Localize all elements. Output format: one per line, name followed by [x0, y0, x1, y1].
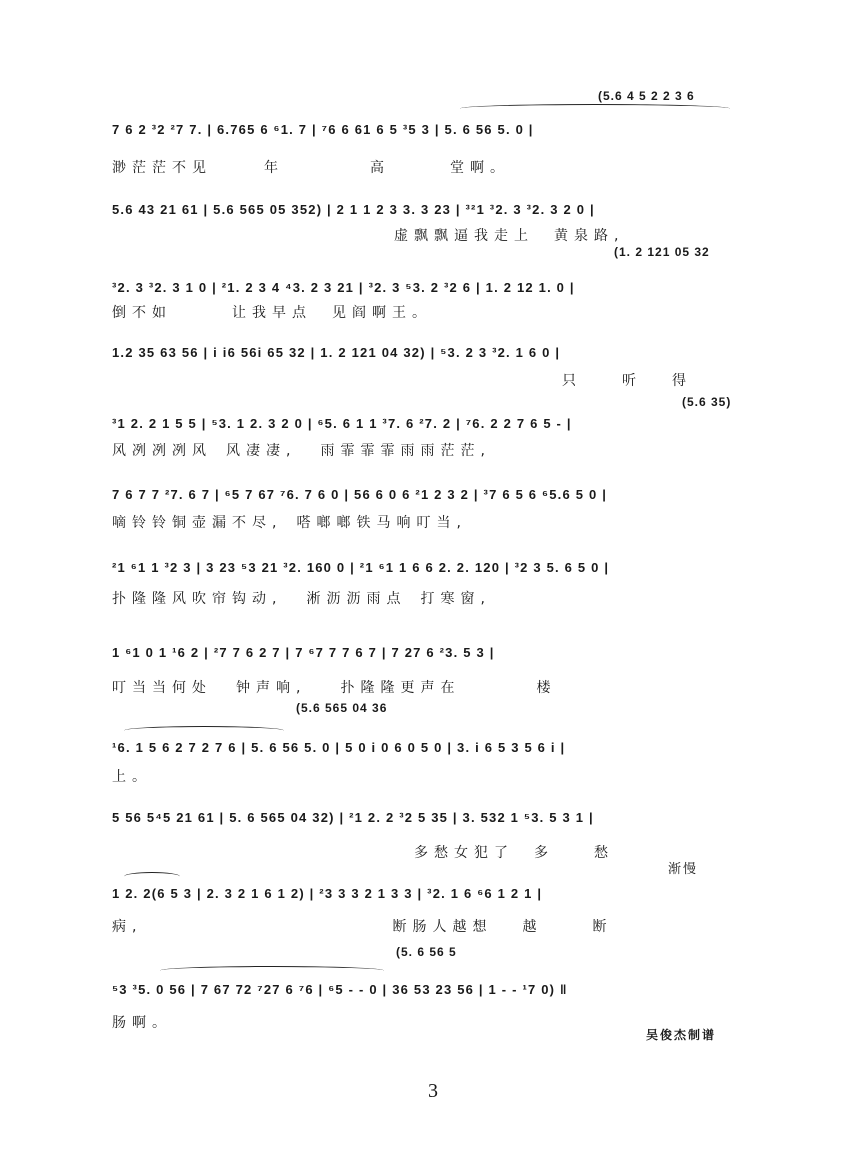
lyric-char: 声 [420, 680, 441, 696]
annotation: (5.6 565 04 36 [296, 701, 388, 715]
lyric-char: 当, [436, 515, 467, 531]
lyric-char: 愁 [594, 845, 614, 861]
annotation: (5. 6 56 5 [396, 945, 457, 959]
lyric-line [112, 157, 754, 177]
notation-line: ¹6. 1 5 6 2 7 2 7 6 | 5. 6 56 5. 0 | 5 0 i 0 6 0 5 0 | 3. i 6 5 3 5 6 i | [112, 740, 566, 755]
lyric-char: 啊。 [470, 160, 510, 176]
lyric-char: 壶 [192, 515, 212, 531]
lyric-char: 点 [292, 305, 312, 321]
lyric-char: 泉 [574, 228, 594, 244]
lyric-char: 年 [264, 160, 284, 176]
lyric-char: 风 [172, 591, 192, 607]
lyric-line [112, 225, 754, 245]
lyric-char: 铃 [132, 515, 152, 531]
lyric-char: 隆 [132, 591, 152, 607]
lyric-char: 多 [534, 845, 554, 861]
lyric-char: 雨 [400, 443, 421, 459]
lyric-char: 风 [192, 443, 212, 459]
lyric-char: 风 [112, 443, 132, 459]
lyric-char: 阎 [352, 305, 372, 321]
lyric-line [112, 370, 754, 390]
transcriber-credit: 吴俊杰制谱 [645, 1028, 716, 1042]
lyric-char: 隆 [380, 680, 401, 696]
lyric-char: 病, [112, 919, 143, 935]
lyric-char: 想 [472, 919, 493, 935]
notation-line: ²1 ⁶1 1 ³2 3 | 3 23 ⁵3 21 ³2. 160 0 | ²1 ⁶1 1 6 6 2. 2. 120 | ³2 3 5. 6 5 0 | [112, 560, 610, 575]
lyric-char: 窗, [460, 591, 491, 607]
lyric-line [112, 440, 754, 460]
lyric-char: 多 [414, 845, 434, 861]
lyric-char: 早 [272, 305, 292, 321]
lyric-char: 堂 [450, 160, 470, 176]
lyric-char: 扑 [340, 680, 361, 696]
slur-mark [124, 872, 180, 881]
lyric-char: 响 [396, 515, 417, 531]
annotation: (5.6 35) [682, 395, 732, 409]
lyric-char: 帘 [212, 591, 232, 607]
lyric-char: 了 [494, 845, 514, 861]
lyric-char: 不 [132, 305, 152, 321]
lyric-char: 风 [226, 443, 246, 459]
notation-line: 7 6 7 7 ²7. 6 7 | ⁶5 7 67 ⁷6. 7 6 0 | 56 6 0 6 ²1 2 3 2 | ³7 6 5 6 ⁶5.6 5 0 | [112, 487, 608, 502]
lyric-char: 茫 [152, 160, 172, 176]
lyric-char: 动, [252, 591, 283, 607]
lyric-line [112, 677, 754, 697]
lyric-char: 声 [256, 680, 276, 696]
lyric-char: 啊 [372, 305, 392, 321]
annotation: (5.6 4 5 2 2 3 6 [598, 89, 695, 103]
lyric-char: 处 [192, 680, 212, 696]
lyric-line [112, 766, 754, 786]
lyric-char: 上。 [112, 769, 152, 785]
lyric-char: 冽 [152, 443, 172, 459]
lyric-char: 倒 [112, 305, 132, 321]
lyric-char: 越 [452, 919, 473, 935]
lyric-char: 我 [474, 228, 494, 244]
lyric-char: 黄 [554, 228, 574, 244]
lyric-char: 犯 [474, 845, 494, 861]
lyric-char: 漏 [212, 515, 232, 531]
lyric-char: 飘 [414, 228, 434, 244]
lyric-char: 嗒 [296, 515, 317, 531]
lyric-char: 啊。 [132, 1015, 172, 1031]
lyric-char: 何 [172, 680, 192, 696]
lyric-char: 不 [172, 160, 192, 176]
lyric-char: 当 [152, 680, 172, 696]
lyric-char: 逼 [454, 228, 474, 244]
lyric-char: 叮 [112, 680, 132, 696]
lyric-char: 人 [432, 919, 453, 935]
lyric-char: 凄, [266, 443, 297, 459]
lyric-char: 叮 [416, 515, 437, 531]
lyric-char: 上 [514, 228, 534, 244]
notation-line: 5 56 5⁴5 21 61 | 5. 6 565 04 32) | ²1 2. 2 ³2 5 35 | 3. 532 1 ⁵3. 5 3 1 | [112, 810, 594, 825]
lyric-char: 点 [386, 591, 407, 607]
lyric-char: 虚 [394, 228, 414, 244]
lyric-char: 钩 [232, 591, 252, 607]
page-number: 3 [428, 1080, 438, 1102]
lyric-line [112, 842, 754, 862]
lyric-char: 铁 [356, 515, 377, 531]
lyric-char: 隆 [360, 680, 381, 696]
lyric-line [112, 916, 754, 936]
notation-line: 1 2. 2(6 5 3 | 2. 3 2 1 6 1 2) | ²3 3 3 2 1 3 3 | ³2. 1 6 ⁶6 1 2 1 | [112, 886, 543, 901]
lyric-char: 茫 [132, 160, 152, 176]
lyric-char: 我 [252, 305, 272, 321]
slur-mark [160, 966, 384, 975]
lyric-char: 霏 [340, 443, 361, 459]
lyric-char: 霏 [360, 443, 381, 459]
lyric-char: 肠 [412, 919, 433, 935]
notation-line: ³1 2. 2 1 5 5 | ⁵3. 1 2. 3 2 0 | ⁶5. 6 1 1 ³7. 6 ²7. 2 | ⁷6. 2 2 7 6 5 - | [112, 416, 572, 431]
lyric-char: 打 [420, 591, 441, 607]
lyric-char: 当 [132, 680, 152, 696]
notation-line: 7 6 2 ³2 ²7 7. | 6.765 6 ⁶1. 7 | ⁷6 6 61 6 5 ³5 3 | 5. 6 56 5. 0 | [112, 122, 534, 137]
lyric-char: 肠 [112, 1015, 132, 1031]
lyric-char: 渺 [112, 160, 132, 176]
lyric-char: 茫 [440, 443, 461, 459]
lyric-line [112, 512, 754, 532]
lyric-char: 如 [152, 305, 172, 321]
slur-mark [124, 726, 284, 735]
slur-mark [460, 104, 730, 113]
notation-line: 1 ⁶1 0 1 ¹6 2 | ²7 7 6 2 7 | 7 ⁶7 7 7 6 7 | 7 27 6 ²3. 5 3 | [112, 645, 495, 660]
notation-line: 5.6 43 21 61 | 5.6 565 05 352) | 2 1 1 2 3 3. 3 23 | ³²1 ³2. 3 ³2. 3 2 0 | [112, 202, 595, 217]
lyric-char: 楼 [536, 680, 557, 696]
notation-line: ⁵3 ³5. 0 56 | 7 67 72 ⁷27 6 ⁷6 | ⁶5 - - 0 | 36 53 23 56 | 1 - - ¹7 0) ‖ [112, 982, 568, 997]
lyric-char: 淅 [306, 591, 327, 607]
notation-line: ³2. 3 ³2. 3 1 0 | ²1. 2 3 4 ⁴3. 2 3 21 | ³2. 3 ⁵3. 2 ³2 6 | 1. 2 12 1. 0 | [112, 280, 575, 295]
lyric-char: 雨 [366, 591, 387, 607]
lyric-char: 吹 [192, 591, 212, 607]
lyric-char: 在 [440, 680, 461, 696]
lyric-char: 冽 [172, 443, 192, 459]
lyric-char: 更 [400, 680, 421, 696]
tempo-marking: 渐慢 [668, 862, 699, 877]
lyric-char: 愁 [434, 845, 454, 861]
lyric-char: 断 [392, 919, 413, 935]
lyric-char: 马 [376, 515, 397, 531]
lyric-char: 响, [276, 680, 307, 696]
lyric-char: 雨 [420, 443, 441, 459]
lyric-line [112, 588, 754, 608]
lyric-char: 钟 [236, 680, 256, 696]
lyric-char: 啷 [336, 515, 357, 531]
lyric-char: 听 [622, 373, 642, 389]
lyric-char: 尽, [252, 515, 283, 531]
lyric-line [112, 302, 754, 322]
lyric-char: 飘 [434, 228, 454, 244]
lyric-char: 断 [592, 919, 613, 935]
lyric-char: 越 [522, 919, 543, 935]
notation-line: 1.2 35 63 56 | i i6 56i 65 32 | 1. 2 121 04 32) | ⁵3. 2 3 ³2. 1 6 0 | [112, 345, 561, 360]
lyric-char: 让 [232, 305, 252, 321]
lyric-char: 凄 [246, 443, 266, 459]
lyric-char: 雨 [320, 443, 341, 459]
lyric-char: 嘀 [112, 515, 132, 531]
lyric-char: 铃 [152, 515, 172, 531]
lyric-char: 霏 [380, 443, 401, 459]
lyric-char: 路, [594, 228, 625, 244]
lyric-char: 女 [454, 845, 474, 861]
lyric-char: 得 [672, 373, 692, 389]
lyric-char: 寒 [440, 591, 461, 607]
lyric-char: 沥 [326, 591, 347, 607]
lyric-char: 见 [332, 305, 352, 321]
lyric-char: 沥 [346, 591, 367, 607]
lyric-char: 高 [370, 160, 390, 176]
lyric-char: 隆 [152, 591, 172, 607]
lyric-char: 啷 [316, 515, 337, 531]
lyric-char: 铜 [172, 515, 192, 531]
lyric-char: 冽 [132, 443, 152, 459]
annotation: (1. 2 121 05 32 [614, 245, 710, 259]
lyric-char: 扑 [112, 591, 132, 607]
lyric-char: 只 [562, 373, 582, 389]
lyric-char: 王。 [392, 305, 432, 321]
lyric-char: 茫, [460, 443, 491, 459]
lyric-char: 不 [232, 515, 252, 531]
lyric-char: 走 [494, 228, 514, 244]
lyric-char: 见 [192, 160, 212, 176]
